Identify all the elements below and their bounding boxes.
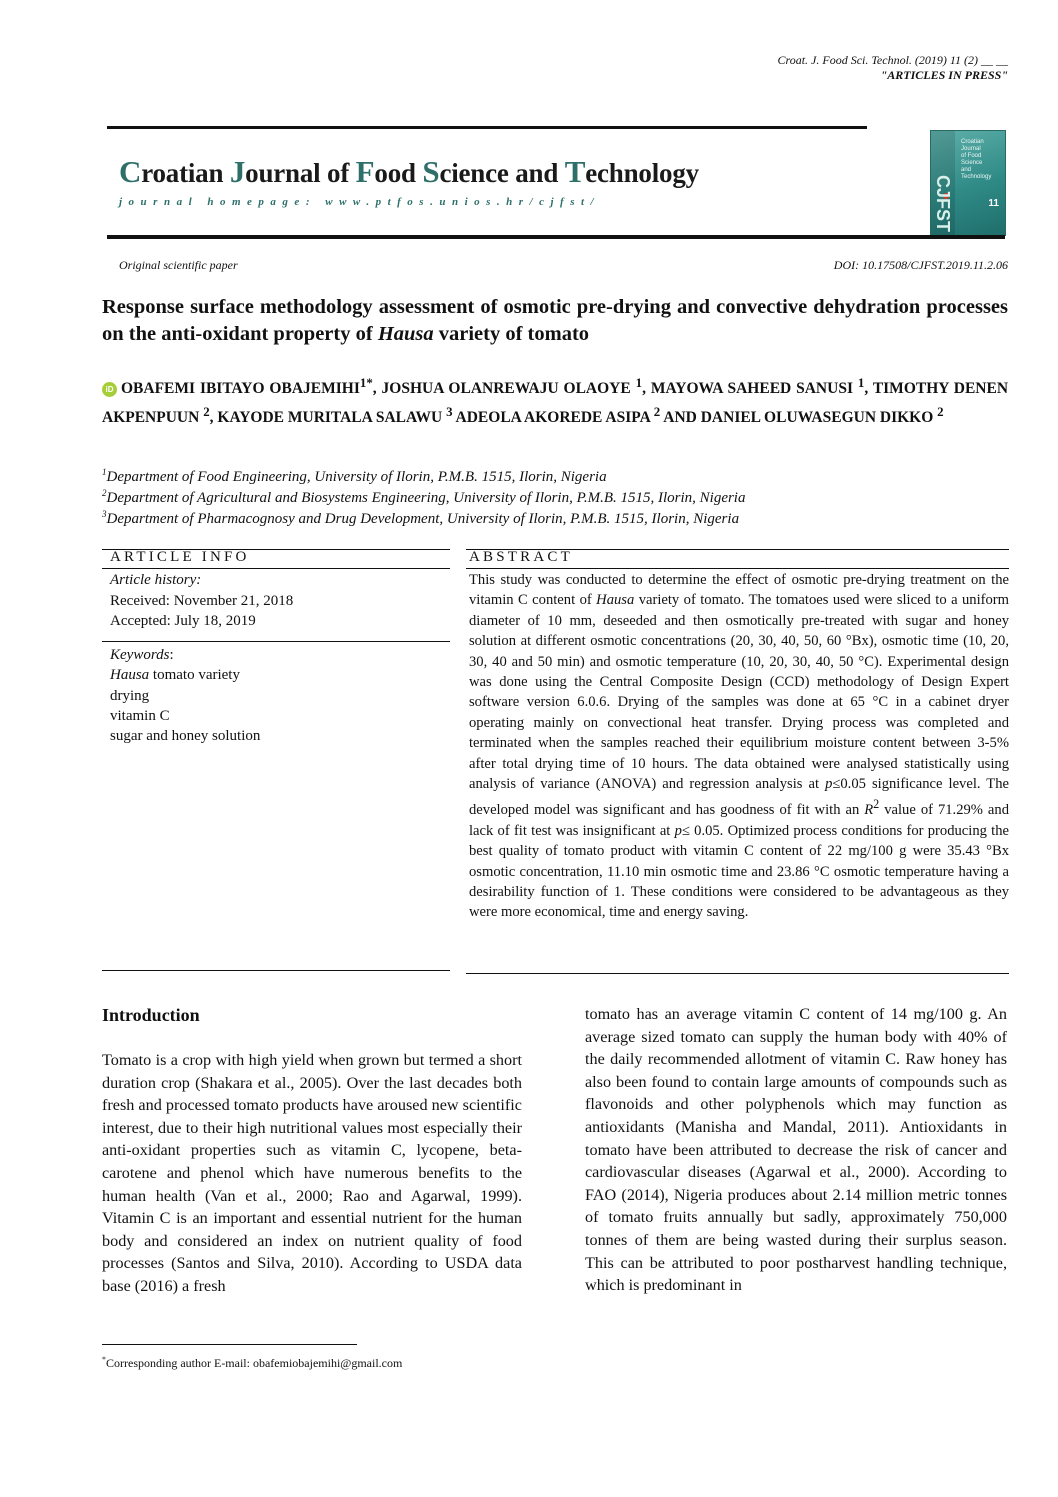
author-separator: , xyxy=(642,380,651,398)
status-text: "ARTICLES IN PRESS" xyxy=(880,68,1008,82)
orcid-icon[interactable]: iD xyxy=(102,382,117,397)
journal-name-cap: C xyxy=(119,154,142,189)
abstract-text: value of 71.29% and lack of fit test was insignificant at xyxy=(469,802,1010,839)
articles-in-press-label xyxy=(881,68,1008,83)
keyword-item: vitamin C xyxy=(110,708,170,724)
header-rule xyxy=(107,126,867,129)
journal-name-cap: J xyxy=(229,154,246,189)
abstract-heading-rule xyxy=(466,568,1009,569)
author-affil-sup: 1* xyxy=(359,375,373,390)
footnote-rule xyxy=(102,1344,357,1345)
journal-name-part: ournal of xyxy=(245,158,356,188)
journal-name-part: roatian xyxy=(141,158,230,188)
keyword-item xyxy=(110,665,240,685)
abstract-sup: 2 xyxy=(873,797,880,812)
accepted-date: Accepted: July 18, 2019 xyxy=(110,613,256,629)
abstract-text: ≤ 0.05. Optimized process conditions for producing the best quality of tomato product with vitamin C content of 22 mg/100 g were 35.43 °Bx osmotic concentration, 11.10 min osmotic time and 23.86 °C osmotic temperature having a desirability function of 1. These conditions were considered to be advantageous as they were more economical, time and energy saving. xyxy=(469,822,1009,921)
author-list xyxy=(102,371,1008,429)
abstract-italic: R xyxy=(864,802,874,819)
abstract-italic: p xyxy=(825,776,833,793)
paper-type: Original scientific paper xyxy=(119,258,238,272)
journal-name-cap: S xyxy=(422,154,440,189)
keyword-item: drying xyxy=(110,688,150,704)
abstract-bottom-rule xyxy=(466,973,1009,974)
keywords-colon: : xyxy=(169,647,174,663)
journal-name-cap: F xyxy=(355,154,375,189)
abstract-italic: p xyxy=(674,822,682,839)
abstract-text: variety of tomato. The tomatoes used were sliced to a uniform diameter of 10 mm, deseeded and then osmotically pre-treated with sugar and honey solution at different osmotic concentrations (20, 30, 40, 50, 60 °Bx), osmotic time (10, 20, 30, 40 and 50 min) and osmotic temperature (10, 20, 30, 40, 50 °C). Experimental design was done using the Central Composite Design (CCD) methodology of Design Expert software version 6.0.6. Drying of the samples was done at 65 °C in a cabinet dryer operating mainly on convectional heat transfer. Drying process was completed and terminated when the samples reached their equilibrium moisture content between 3-5% after total drying time of 10 hours. The data obtained were analysed statistically using analysis of variance (ANOVA) and regression analysis at xyxy=(469,592,1010,793)
journal-name-part: ood xyxy=(374,158,423,188)
journal-cover-image xyxy=(930,130,1006,236)
abstract-italic: Hausa xyxy=(596,592,635,609)
introduction-column-1: Tomato is a crop with high yield when grown but termed a short duration crop (Shakara et al., 2005). Over the last decades both fresh and processed tomato products have aroused new scientific interest, due to their high nutritional values most especially their anti-oxidant properties such as vitamin C, lycopene, beta-carotene and phenol which have numerous benefits to the human health (Van et al., 2000; Rao and Agarwal, 1999). Vitamin C is an important and essential nutrient for the human body and considered an index on nutrient quality of food processes (Santos and Silva, 2010). According to USDA data base (2016) a fresh xyxy=(102,1051,522,1295)
article-info-bottom-rule xyxy=(102,970,450,971)
introduction-column-2: tomato has an average vitamin C content of 14 mg/100 g. An average sized tomato can supply the human body with 40% of the daily recommended allotment of vitamin C. Raw honey has also been found to contain large amounts of compounds such as flavonoids and other polyphenols which may function as antioxidants (Manisha and Mandal, 2011). Antioxidants in tomato have been attributed to decrease the risk of cancer and cardiovascular diseases (Agarwal et al., 2000). According to FAO (2014), Nigeria produces about 2.14 million metric tonnes of tomato fruits annually but sadly, approximately 750,000 tonnes of them are being wasted during their surplus season. This can be attributed to poor postharvest handling technique, which is predominant in xyxy=(585,1005,1007,1295)
author-name: TIMOTHY DENEN AKPENPUUN xyxy=(102,380,1009,427)
keywords-label-text: Keywords xyxy=(110,647,170,663)
author-separator: , xyxy=(209,409,218,427)
author-affil-sup: 2 xyxy=(937,404,944,420)
author-name: KAYODE MURITALA SALAWU xyxy=(217,409,443,427)
affiliation-text: Department of Pharmacognosy and Drug Development, University of Ilorin, P.M.B. 1515, Ilorin, Nigeria xyxy=(106,511,740,527)
journal-citation xyxy=(777,53,1008,68)
affiliation-number: 2 xyxy=(102,488,107,498)
author-affil-sup: 2 xyxy=(203,404,210,420)
cover-abbreviation: CJFST xyxy=(933,175,953,233)
author-separator: AND xyxy=(660,409,701,427)
footnote-marker: * xyxy=(102,1355,106,1364)
affiliation-text: Department of Agricultural and Biosystems Engineering, University of Ilorin, P.M.B. 1515, Ilorin, Nigeria xyxy=(106,490,746,506)
corresponding-author-footnote xyxy=(102,1355,402,1371)
affiliation-text: Department of Food Engineering, University of Ilorin, P.M.B. 1515, Ilorin, Nigeria xyxy=(106,469,607,485)
author-affil-sup: 2 xyxy=(653,404,661,420)
journal-name-part: echnology xyxy=(585,158,699,188)
received-date: Received: November 21, 2018 xyxy=(110,593,294,609)
author-name: JOSHUA OLANREWAJU OLAOYE xyxy=(381,380,631,398)
doi-link[interactable]: DOI: 10.17508/CJFST.2019.11.2.06 xyxy=(833,258,1008,272)
journal-homepage-link[interactable]: journal homepage: www.ptfos.unios.hr/cjfst/ xyxy=(119,196,601,208)
affiliation-3 xyxy=(102,504,1008,529)
title-italic: Hausa xyxy=(377,323,434,345)
abstract-heading: ABSTRACT xyxy=(469,549,573,565)
author-affil-sup: 1 xyxy=(635,375,643,390)
affiliation-number: 1 xyxy=(102,467,107,477)
author-name: DANIEL OLUWASEGUN DIKKO xyxy=(700,409,934,427)
author-name: MAYOWA SAHEED SANUSI xyxy=(650,380,853,398)
article-info-separator xyxy=(102,641,450,642)
footnote-text: Corresponding author E-mail: obafemiobajemihi@gmail.com xyxy=(106,1356,403,1370)
introduction-heading: Introduction xyxy=(102,1005,200,1025)
article-title xyxy=(102,294,1008,348)
cover-title: Croatian Journal of Food Science and Technology xyxy=(961,139,992,180)
title-part: Response surface methodology assessment of osmotic pre-drying and convective dehydration processes on the anti-oxidant property of xyxy=(102,296,1008,345)
keyword-item: sugar and honey solution xyxy=(110,728,261,744)
author-affil-sup: 1 xyxy=(857,375,865,390)
article-history-label: Article history: xyxy=(110,572,202,588)
author-name: OBAFEMI IBITAYO OBAJEMIHI xyxy=(121,380,360,398)
abstract-body xyxy=(469,570,1009,923)
author-name: ADEOLA AKOREDE ASIPA xyxy=(455,409,650,427)
title-part: variety of tomato xyxy=(433,323,590,345)
keyword-italic: Hausa xyxy=(110,667,150,683)
keywords-label xyxy=(110,645,174,665)
article-info-heading-rule xyxy=(102,568,450,569)
article-info-heading: ARTICLE INFO xyxy=(110,549,250,565)
journal-name-cap: T xyxy=(564,154,586,189)
abstract-text: This study was conducted to determine the effect of osmotic pre-drying treatment on the vitamin C content of xyxy=(469,572,1009,609)
journal-name xyxy=(119,154,699,190)
abstract-text: ≤0.05 significance level. The developed model was significant and has goodness of fit with an xyxy=(469,776,1009,819)
affiliation-number: 3 xyxy=(102,509,107,519)
author-separator: , xyxy=(372,380,382,398)
cover-volume: 11 xyxy=(988,198,999,209)
journal-name-part: cience and xyxy=(439,158,565,188)
citation-text: Croat. J. Food Sci. Technol. (2019) 11 (2) __ __ xyxy=(777,53,1008,67)
author-affil-sup: 3 xyxy=(446,404,453,420)
author-separator: , xyxy=(864,380,873,398)
header-thick-rule xyxy=(107,235,1005,239)
keyword-text: tomato variety xyxy=(149,667,240,683)
